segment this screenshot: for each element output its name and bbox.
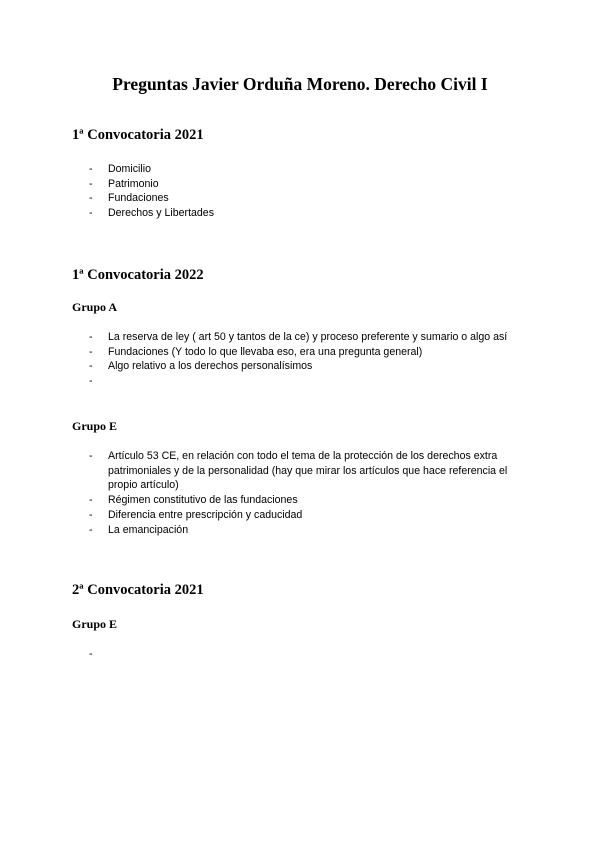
section-heading-1: 1ª Convocatoria 2021	[72, 127, 204, 143]
group-e-2-list	[0, 647, 600, 662]
section-1-list	[0, 162, 600, 221]
bullet-dash: -	[89, 648, 93, 660]
list-item: - Fundaciones	[89, 192, 169, 205]
bullet-dash: -	[89, 375, 93, 388]
section-heading-3: 2ª Convocatoria 2021	[72, 582, 204, 598]
list-item: - Régimen constitutivo de las fundaciones	[89, 494, 298, 507]
list-item: - Algo relativo a los derechos personalísimos	[89, 360, 313, 373]
list-item: - Derechos y Libertades	[89, 207, 214, 220]
list-item: - Patrimonio	[89, 177, 159, 190]
document-title: Preguntas Javier Orduña Moreno. Derecho Civil I	[112, 74, 488, 94]
bullet-dash: -	[89, 508, 93, 521]
group-e-list	[0, 449, 600, 537]
group-a-list	[0, 330, 600, 389]
list-item: - Diferencia entre prescripción y caducidad	[89, 508, 303, 521]
bullet-dash: -	[89, 163, 93, 175]
list-item: - La reserva de ley ( art 50 y tantos de la ce) y proceso preferente y sumario o algo así	[89, 331, 508, 343]
group-heading-e-2: Grupo E	[72, 617, 118, 631]
group-heading-e: Grupo E	[72, 419, 118, 433]
list-item: - La emancipación	[89, 523, 189, 536]
bullet-dash: -	[89, 450, 93, 462]
list-item: - Fundaciones (Y todo lo que llevaba eso, era una pregunta general)	[89, 345, 423, 358]
bullet-dash: -	[89, 192, 93, 205]
bullet-dash: -	[89, 177, 93, 190]
bullet-dash: -	[89, 207, 93, 220]
bullet-dash: -	[89, 494, 93, 507]
list-item: - Artículo 53 CE, en relación con todo el tema de la protección de los derechos extra patrimoniales y de la personalidad (hay que mirar los artículos que hace referencia el propio artículo)	[89, 450, 508, 492]
bullet-dash: -	[89, 331, 93, 343]
group-heading-a: Grupo A	[72, 300, 118, 314]
section-heading-2: 1ª Convocatoria 2022	[72, 267, 204, 283]
bullet-dash: -	[89, 523, 93, 536]
list-item	[0, 374, 600, 389]
list-item: - Domicilio	[89, 163, 151, 175]
bullet-dash: -	[89, 360, 93, 373]
bullet-dash: -	[89, 345, 93, 358]
list-item	[0, 647, 600, 662]
